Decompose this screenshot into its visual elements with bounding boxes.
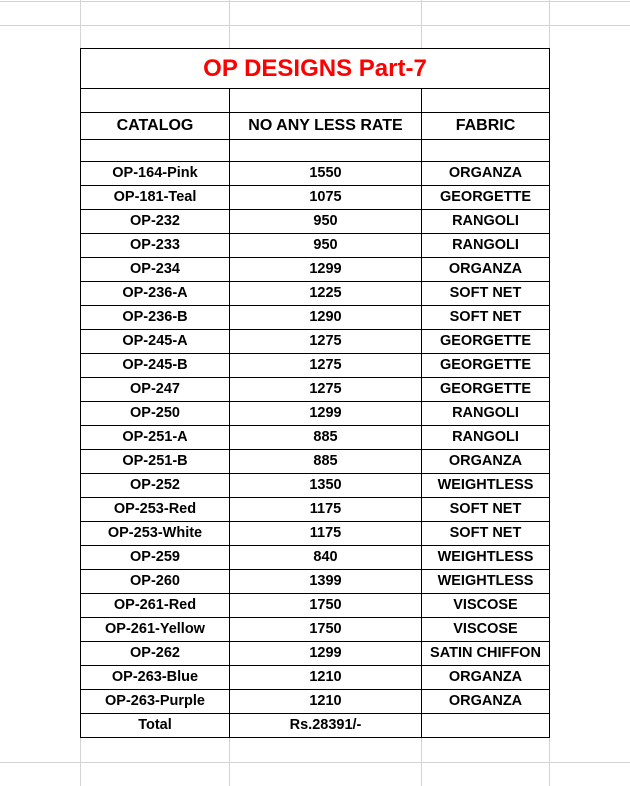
catalog-cell[interactable]: OP-253-White [81, 522, 230, 546]
rate-cell[interactable]: 1275 [230, 330, 422, 354]
blank-row [81, 140, 550, 162]
table-row [81, 426, 550, 450]
total-amount[interactable]: Rs.28391/- [230, 714, 422, 738]
catalog-cell[interactable]: OP-260 [81, 570, 230, 594]
catalog-cell[interactable]: OP-251-A [81, 426, 230, 450]
catalog-cell[interactable]: OP-262 [81, 642, 230, 666]
table-row [81, 378, 550, 402]
rate-cell[interactable]: 1299 [230, 258, 422, 282]
rate-cell[interactable]: 1750 [230, 618, 422, 642]
table-row [81, 186, 550, 210]
fabric-cell[interactable]: GEORGETTE [422, 186, 550, 210]
table-row [81, 282, 550, 306]
rate-cell[interactable]: 1350 [230, 474, 422, 498]
rate-cell[interactable]: 1175 [230, 498, 422, 522]
rate-cell[interactable]: 1290 [230, 306, 422, 330]
catalog-cell[interactable]: OP-245-A [81, 330, 230, 354]
catalog-cell[interactable]: OP-250 [81, 402, 230, 426]
total-label[interactable]: Total [81, 714, 230, 738]
table-row [81, 258, 550, 282]
total-row [81, 714, 550, 738]
fabric-cell[interactable]: WEIGHTLESS [422, 546, 550, 570]
rate-cell[interactable]: 885 [230, 450, 422, 474]
catalog-cell[interactable]: OP-253-Red [81, 498, 230, 522]
fabric-cell[interactable]: RANGOLI [422, 234, 550, 258]
fabric-cell[interactable]: GEORGETTE [422, 378, 550, 402]
table-row [81, 618, 550, 642]
fabric-cell[interactable]: ORGANZA [422, 450, 550, 474]
rate-cell[interactable]: 1299 [230, 402, 422, 426]
catalog-cell[interactable]: OP-234 [81, 258, 230, 282]
fabric-cell[interactable]: GEORGETTE [422, 354, 550, 378]
rate-cell[interactable]: 885 [230, 426, 422, 450]
table-row [81, 474, 550, 498]
blank-row [81, 89, 550, 113]
fabric-cell[interactable]: ORGANZA [422, 162, 550, 186]
fabric-cell[interactable]: ORGANZA [422, 666, 550, 690]
table-row [81, 330, 550, 354]
table-row [81, 570, 550, 594]
table-row [81, 450, 550, 474]
fabric-cell[interactable]: ORGANZA [422, 258, 550, 282]
fabric-cell[interactable]: ORGANZA [422, 690, 550, 714]
catalog-cell[interactable]: OP-164-Pink [81, 162, 230, 186]
empty-cell[interactable] [230, 89, 422, 113]
empty-cell[interactable] [422, 140, 550, 162]
table-row [81, 498, 550, 522]
fabric-cell[interactable]: SOFT NET [422, 282, 550, 306]
catalog-cell[interactable]: OP-181-Teal [81, 186, 230, 210]
table-row [81, 402, 550, 426]
header-fabric[interactable]: FABRIC [422, 113, 550, 140]
catalog-cell[interactable]: OP-261-Red [81, 594, 230, 618]
table-row [81, 354, 550, 378]
catalog-cell[interactable]: OP-252 [81, 474, 230, 498]
rate-cell[interactable]: 950 [230, 234, 422, 258]
empty-cell[interactable] [422, 89, 550, 113]
rate-cell[interactable]: 1275 [230, 378, 422, 402]
header-catalog[interactable]: CATALOG [81, 113, 230, 140]
rate-cell[interactable]: 1299 [230, 642, 422, 666]
header-rate[interactable]: NO ANY LESS RATE [230, 113, 422, 140]
catalog-cell[interactable]: OP-236-A [81, 282, 230, 306]
rate-cell[interactable]: 1175 [230, 522, 422, 546]
fabric-cell[interactable]: RANGOLI [422, 210, 550, 234]
catalog-cell[interactable]: OP-261-Yellow [81, 618, 230, 642]
empty-cell[interactable] [81, 140, 230, 162]
table-row [81, 210, 550, 234]
table-row [81, 522, 550, 546]
rate-cell[interactable]: 1750 [230, 594, 422, 618]
catalog-cell[interactable]: OP-251-B [81, 450, 230, 474]
fabric-cell[interactable]: RANGOLI [422, 402, 550, 426]
fabric-cell[interactable]: WEIGHTLESS [422, 570, 550, 594]
catalog-cell[interactable]: OP-245-B [81, 354, 230, 378]
catalog-price-table [80, 48, 550, 738]
catalog-cell[interactable]: OP-233 [81, 234, 230, 258]
empty-cell[interactable] [230, 140, 422, 162]
catalog-cell[interactable]: OP-263-Purple [81, 690, 230, 714]
title-row [81, 49, 550, 89]
header-row [81, 113, 550, 140]
fabric-cell[interactable]: SOFT NET [422, 498, 550, 522]
fabric-cell[interactable]: VISCOSE [422, 594, 550, 618]
catalog-cell[interactable]: OP-236-B [81, 306, 230, 330]
table-row [81, 594, 550, 618]
table-row [81, 642, 550, 666]
table-row [81, 306, 550, 330]
empty-cell[interactable] [81, 89, 230, 113]
table-row [81, 234, 550, 258]
fabric-cell[interactable]: WEIGHTLESS [422, 474, 550, 498]
table-row [81, 162, 550, 186]
table-row [81, 546, 550, 570]
table-row [81, 690, 550, 714]
rate-cell[interactable]: 1075 [230, 186, 422, 210]
fabric-cell[interactable]: SOFT NET [422, 522, 550, 546]
rate-cell[interactable]: 1275 [230, 354, 422, 378]
table-row [81, 666, 550, 690]
sheet-title[interactable]: OP DESIGNS Part-7 [81, 49, 550, 89]
fabric-cell[interactable]: SOFT NET [422, 306, 550, 330]
fabric-cell[interactable]: RANGOLI [422, 426, 550, 450]
fabric-cell[interactable]: SATIN CHIFFON [422, 642, 550, 666]
fabric-cell[interactable]: GEORGETTE [422, 330, 550, 354]
catalog-cell[interactable]: OP-247 [81, 378, 230, 402]
rate-cell[interactable]: 1210 [230, 666, 422, 690]
rate-cell[interactable]: 1225 [230, 282, 422, 306]
rate-cell[interactable]: 1550 [230, 162, 422, 186]
rate-cell[interactable]: 1399 [230, 570, 422, 594]
empty-cell[interactable] [422, 714, 550, 738]
fabric-cell[interactable]: VISCOSE [422, 618, 550, 642]
rate-cell[interactable]: 950 [230, 210, 422, 234]
catalog-cell[interactable]: OP-259 [81, 546, 230, 570]
rate-cell[interactable]: 1210 [230, 690, 422, 714]
catalog-cell[interactable]: OP-263-Blue [81, 666, 230, 690]
rate-cell[interactable]: 840 [230, 546, 422, 570]
catalog-cell[interactable]: OP-232 [81, 210, 230, 234]
